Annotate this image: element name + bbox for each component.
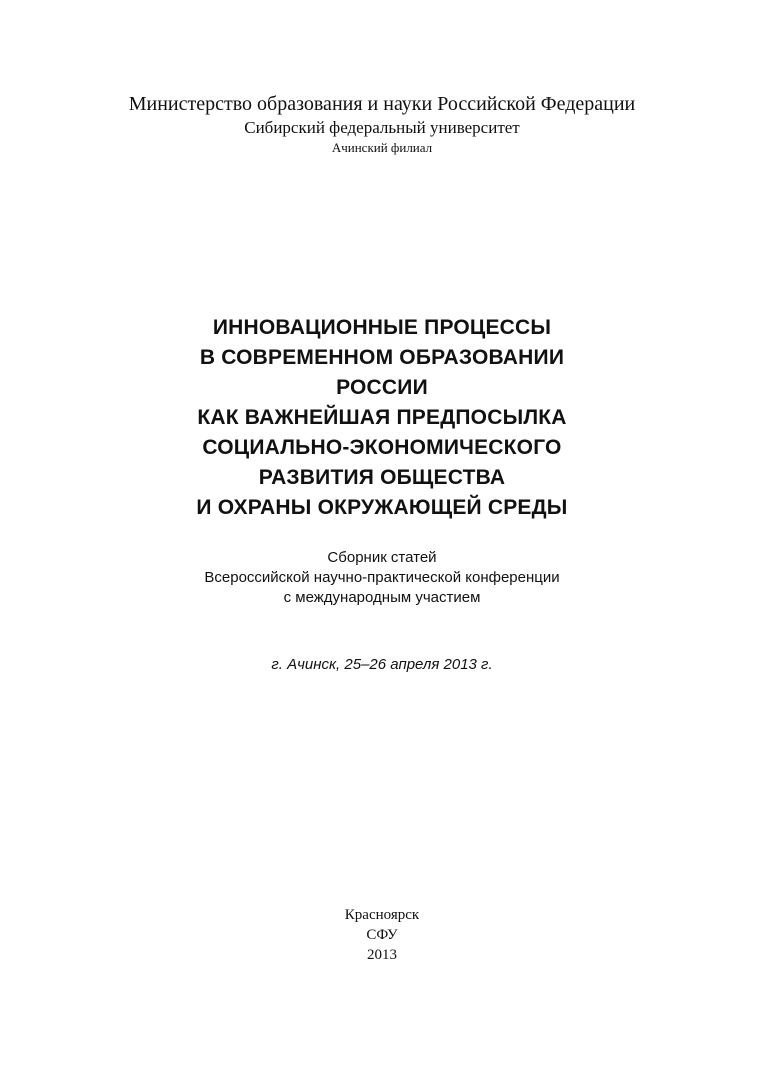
subtitle-block: [0, 548, 764, 608]
subtitle-line: с международным участием: [283, 589, 481, 606]
university-name: Сибирский федеральный университет: [244, 118, 520, 137]
subtitle-line: Всероссийской научно-практической конференции: [204, 569, 560, 586]
branch-name: Ачинский филиал: [331, 140, 433, 155]
subtitle-line: Сборник статей: [327, 549, 437, 566]
imprint-block: [0, 905, 764, 965]
header-block: [0, 92, 764, 157]
document-title: [0, 313, 764, 523]
title-line: СОЦИАЛЬНО-ЭКОНОМИЧЕСКОГО: [202, 436, 562, 459]
place-date-block: [0, 655, 764, 675]
title-line: В СОВРЕМЕННОМ ОБРАЗОВАНИИ: [199, 346, 565, 369]
publisher-name: СФУ: [366, 927, 398, 943]
place-date: г. Ачинск, 25–26 апреля 2013 г.: [271, 656, 493, 673]
title-line: РАЗВИТИЯ ОБЩЕСТВА: [258, 466, 506, 489]
publication-city: Красноярск: [344, 907, 420, 923]
title-line: КАК ВАЖНЕЙШАЯ ПРЕДПОСЫЛКА: [197, 406, 567, 429]
title-line: РОССИИ: [336, 376, 428, 399]
title-line: ИННОВАЦИОННЫЕ ПРОЦЕССЫ: [212, 316, 552, 339]
ministry-name: Министерство образования и науки Российской Федерации: [128, 93, 636, 115]
publication-year: 2013: [367, 947, 397, 963]
title-line: И ОХРАНЫ ОКРУЖАЮЩЕЙ СРЕДЫ: [196, 496, 568, 519]
